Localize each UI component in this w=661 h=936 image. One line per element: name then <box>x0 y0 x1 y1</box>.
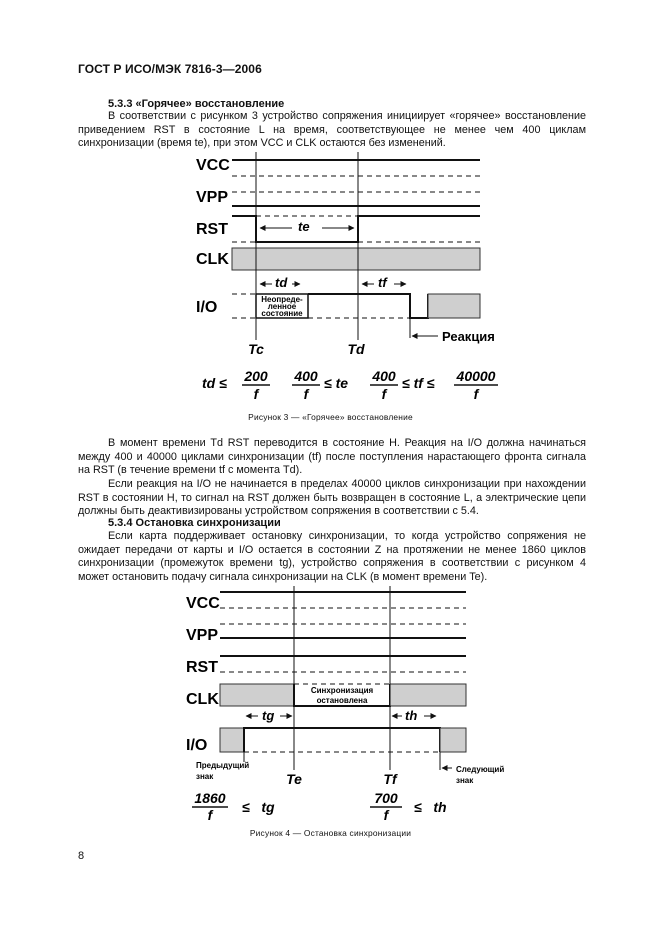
section-5-3-4-paragraph: Если карта поддерживает остановку синхронизации, то когда устройство сопряжения не ожидает передачи от карты и I/O остается в состоянии Z на протяжении не менее 1860 циклов синхронизации (промежуток времени tg), устройство сопряжения в соответствии с рисунком 4 может остановить подачу сигнала синхронизации на CLK (в момент времени Te). <box>78 530 586 583</box>
svg-text:400: 400 <box>294 368 318 384</box>
fig3-io-response-band <box>428 294 480 318</box>
svg-text:f: f <box>207 807 213 823</box>
fig3-td-label: td <box>275 275 288 290</box>
svg-text:1860: 1860 <box>194 790 226 806</box>
section-5-3-3-title: 5.3.3 «Горячее» восстановление <box>108 98 285 110</box>
fig3-undefined-state-line2: ленное <box>267 302 297 311</box>
fig4-label-clk: CLK <box>186 691 219 708</box>
fig3-label-vcc: VCC <box>196 157 230 174</box>
fig3-label-io: I/O <box>196 299 218 316</box>
section-5-3-4-title: 5.3.4 Остановка синхронизации <box>108 517 281 529</box>
svg-text:≤ te: ≤ te <box>324 375 349 391</box>
fig3-label-rst: RST <box>196 221 228 238</box>
fig4-clk-band-before <box>220 684 294 706</box>
fig4-clk-stopped-line1: Синхронизация <box>310 686 374 695</box>
svg-text:≤ tf ≤: ≤ tf ≤ <box>402 375 435 391</box>
fig4-tg-label: tg <box>262 708 275 723</box>
svg-text:≤ th: ≤ th <box>414 799 447 815</box>
svg-text:f: f <box>253 386 259 402</box>
fig3-formula <box>202 368 498 402</box>
svg-text:≤ tg: ≤ tg <box>242 799 275 815</box>
fig4-label-io: I/O <box>186 737 208 754</box>
fig4-clk-stopped-line2: остановлена <box>316 696 368 705</box>
fig3-rst-waveform <box>232 216 480 242</box>
svg-text:f: f <box>381 386 387 402</box>
svg-text:f: f <box>383 807 389 823</box>
paragraph-no-reaction: Если реакция на I/O не начинается в пределах 40000 циклов синхронизации при нахождении RST в состоянии H, то сигнал на RST должен быть возвращен в состояние L, а электрические цепи должны быть деактивизированы устройством сопряжения в соответствии с 5.4. <box>78 478 586 518</box>
fig3-clk-band <box>232 248 480 270</box>
svg-text:f: f <box>473 386 479 402</box>
document-header: ГОСТ Р ИСО/МЭК 7816-3—2006 <box>78 62 262 76</box>
fig3-io-waveform <box>308 294 428 318</box>
svg-text:700: 700 <box>374 790 398 806</box>
paragraph-td-reaction: В момент времени Td RST переводится в состояние H. Реакция на I/O должна начинаться между 400 и 40000 циклами синхронизации (tf) после поступления нарастающего фронта сигнала на RST (в течение времени tf с момента Td). <box>78 437 586 477</box>
svg-text:200: 200 <box>244 368 268 384</box>
fig3-tc-label: Tc <box>248 341 264 357</box>
fig3-label-vpp: VPP <box>196 189 229 206</box>
fig4-te-label: Te <box>286 771 302 787</box>
fig3-undefined-state-line1: Неопреде- <box>261 295 303 304</box>
fig3-te-label: te <box>298 219 310 234</box>
svg-text:td ≤: td ≤ <box>202 375 227 391</box>
figure-4-timing-diagram <box>0 584 661 824</box>
figure-3-timing-diagram <box>0 148 661 408</box>
fig4-label-vpp: VPP <box>186 627 219 644</box>
fig4-prev-char-line1: Предыдущий <box>196 761 250 770</box>
fig4-prev-char-line2: знак <box>196 772 214 781</box>
fig4-clk-band-after <box>390 684 466 706</box>
fig4-next-char-line2: знак <box>456 776 474 785</box>
fig3-label-clk: CLK <box>196 251 229 268</box>
svg-text:400: 400 <box>372 368 396 384</box>
fig4-label-vcc: VCC <box>186 595 220 612</box>
fig4-formula <box>192 790 447 823</box>
figure-3-caption: Рисунок 3 — «Горячее» восстановление <box>248 412 413 422</box>
fig3-tdm-label: Td <box>347 341 365 357</box>
fig4-label-rst: RST <box>186 659 218 676</box>
fig3-reaction-label: Реакция <box>442 329 495 344</box>
svg-text:40000: 40000 <box>456 368 496 384</box>
figure-4-caption: Рисунок 4 — Остановка синхронизации <box>249 828 412 838</box>
fig4-io-waveform <box>244 728 440 752</box>
fig3-tf-label: tf <box>378 275 387 290</box>
svg-text:f: f <box>303 386 309 402</box>
fig4-io-next-char <box>440 728 466 752</box>
fig4-tf-label: Tf <box>383 771 397 787</box>
page-number: 8 <box>78 850 85 862</box>
section-5-3-3-paragraph: В соответствии с рисунком 3 устройство сопряжения инициирует «горячее» восстановление приведением RST в состояние L на время, соответствующее не менее чем 400 циклам синхронизации (время te), при этом VCC и CLK остаются без изменений. <box>78 110 586 150</box>
fig4-next-char-line1: Следующий <box>456 765 505 774</box>
fig4-io-prev-char <box>220 728 244 752</box>
fig4-th-label: th <box>405 708 418 723</box>
fig3-undefined-state-line3: состояние <box>261 309 303 318</box>
